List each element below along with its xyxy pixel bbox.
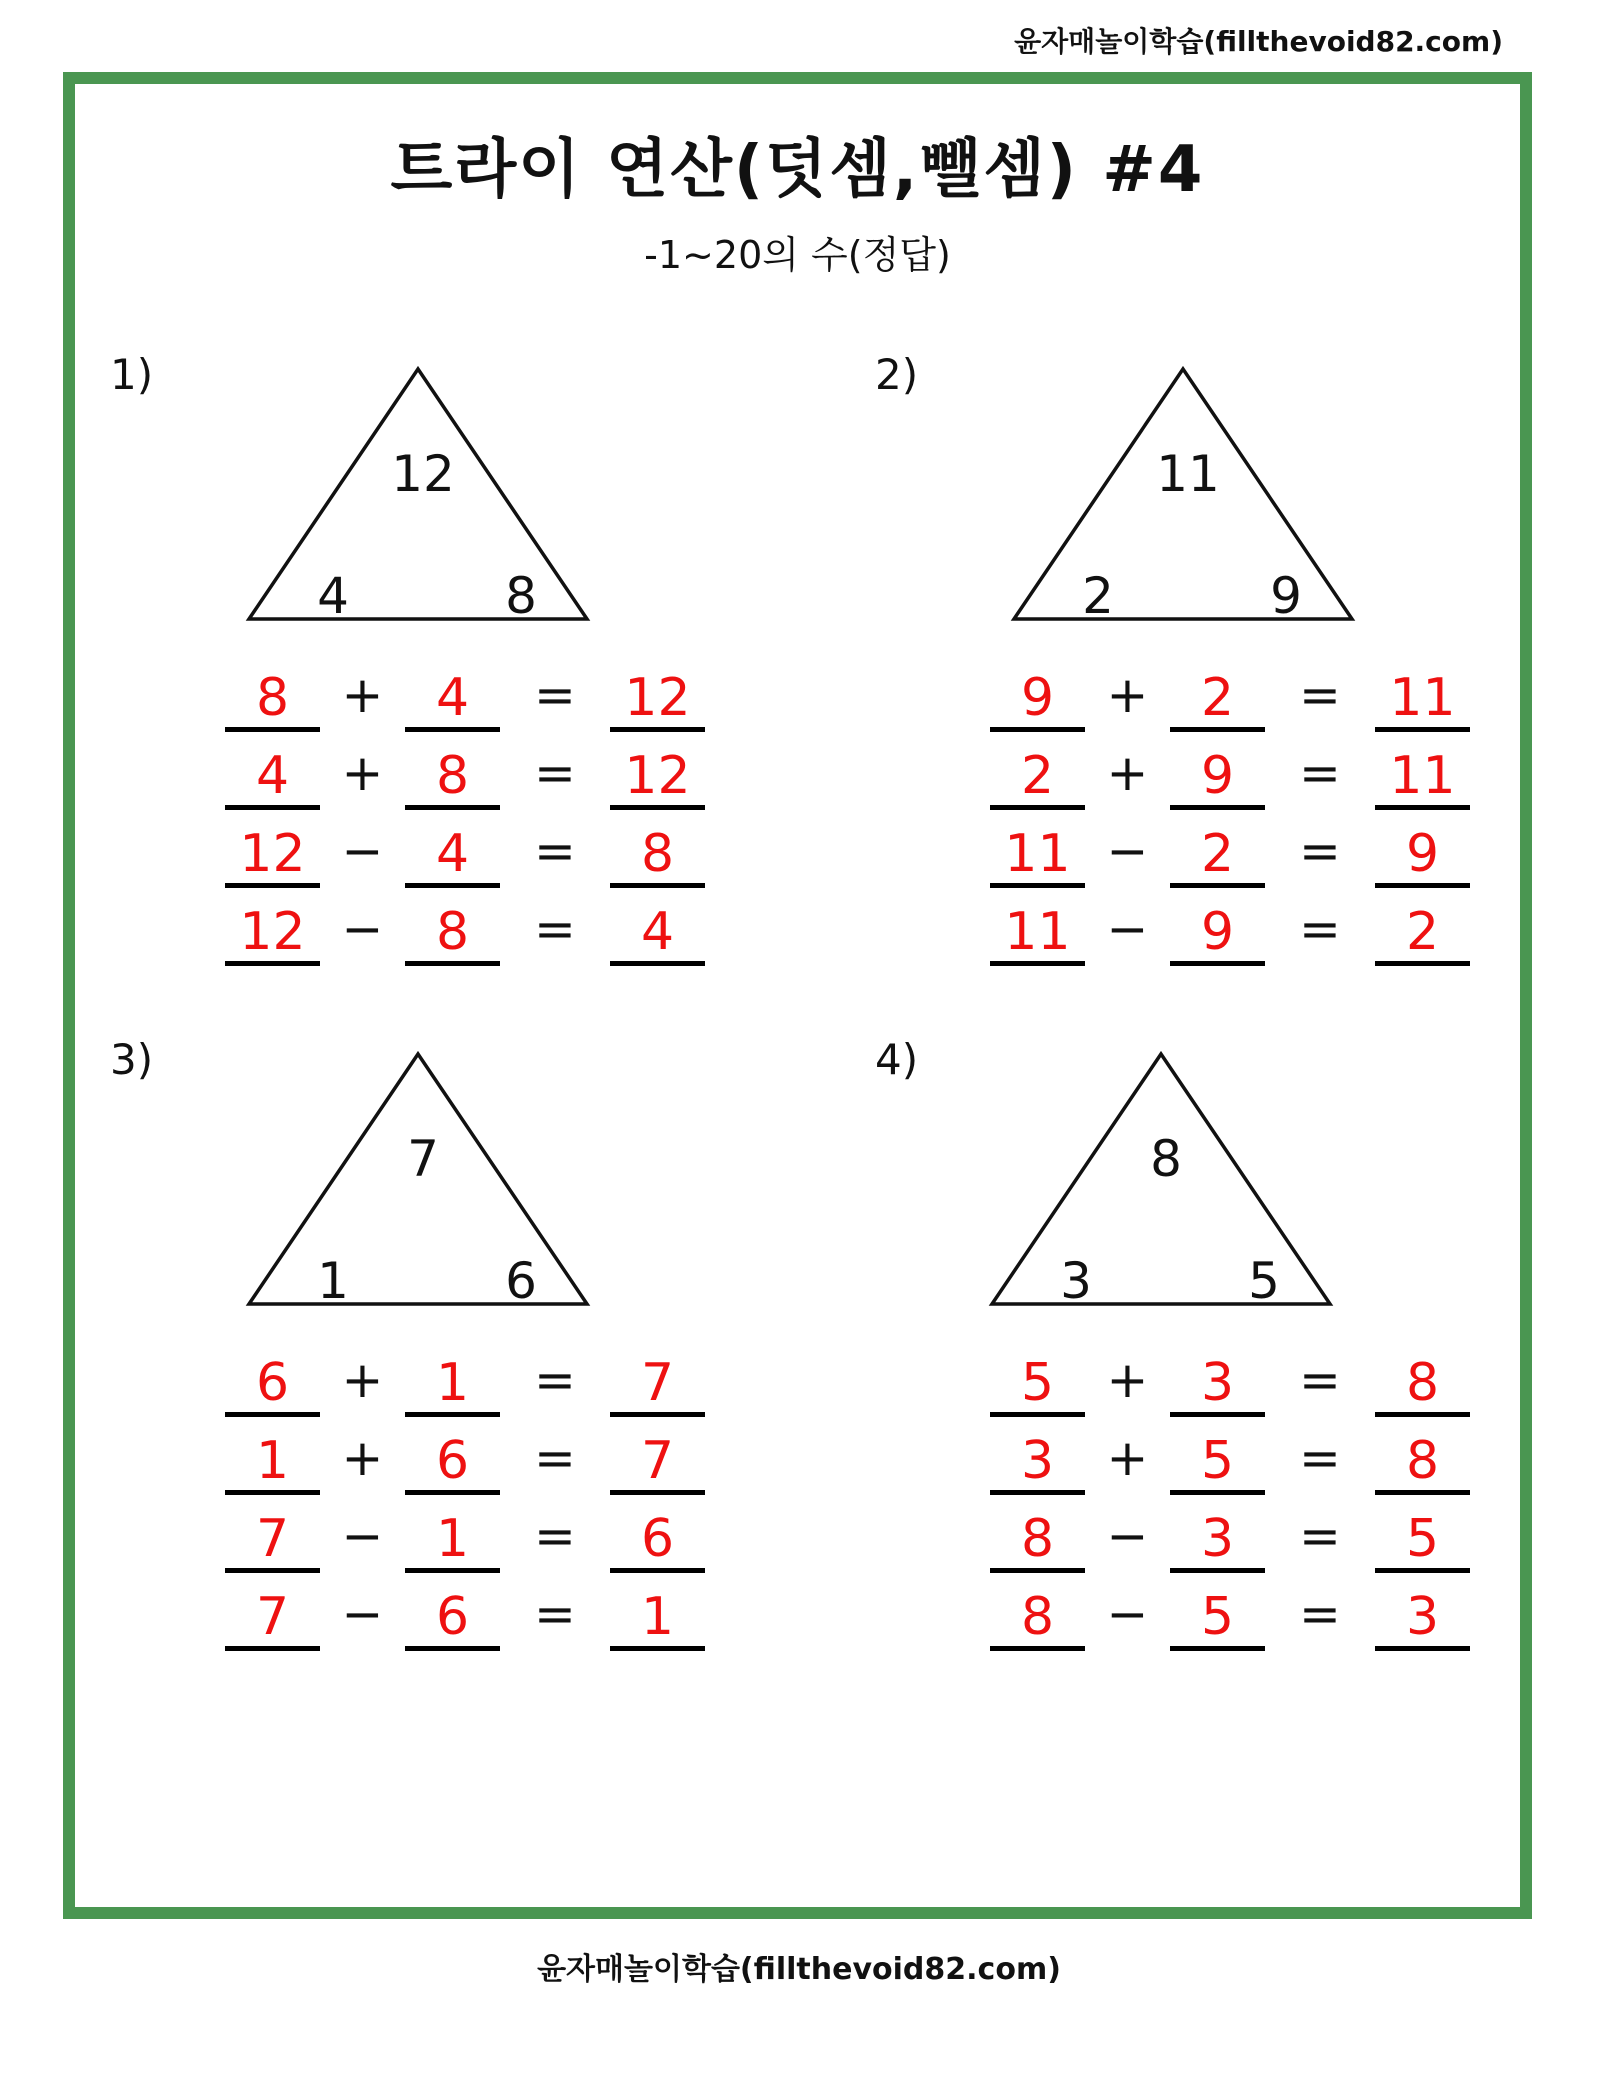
triangle-left-number: 1 <box>317 1252 349 1310</box>
answer-blank: 8 <box>225 670 320 732</box>
answer-blank: 11 <box>990 826 1085 888</box>
equals-sign: = <box>1299 1507 1341 1565</box>
answer-blank: 4 <box>405 826 500 888</box>
equation-row <box>225 1495 715 1573</box>
triangle-left-number: 2 <box>1082 567 1114 625</box>
equals-sign: = <box>534 666 576 724</box>
answer-blank: 12 <box>610 670 705 732</box>
problem-label: 3) <box>110 1035 154 1084</box>
answer-blank: 6 <box>405 1589 500 1651</box>
answer-blank: 9 <box>1170 904 1265 966</box>
answer-blank: 7 <box>225 1511 320 1573</box>
plus-operator: + <box>341 666 384 724</box>
answer-blank: 5 <box>1170 1433 1265 1495</box>
answer-blank: 3 <box>990 1433 1085 1495</box>
equals-sign: = <box>1299 900 1341 958</box>
answer-blank: 8 <box>990 1511 1085 1573</box>
problem-block-4 <box>830 1035 1530 1695</box>
minus-operator: − <box>1106 900 1149 958</box>
fact-triangle <box>986 1048 1336 1310</box>
equation-row <box>225 810 715 888</box>
equals-sign: = <box>1299 744 1341 802</box>
answer-blank: 6 <box>225 1355 320 1417</box>
answer-blank: 4 <box>610 904 705 966</box>
answer-blank: 3 <box>1170 1355 1265 1417</box>
fact-triangle <box>1008 363 1358 625</box>
page-subtitle: -1~20의 수(정답) <box>644 233 951 277</box>
answer-blank: 11 <box>1375 670 1470 732</box>
answer-blank: 4 <box>405 670 500 732</box>
equals-sign: = <box>534 1429 576 1487</box>
answer-blank: 1 <box>225 1433 320 1495</box>
triangle-right-number: 8 <box>505 567 537 625</box>
equals-sign: = <box>1299 1429 1341 1487</box>
answer-blank: 8 <box>990 1589 1085 1651</box>
answer-blank: 12 <box>610 748 705 810</box>
triangle-left-number: 4 <box>317 567 349 625</box>
answer-blank: 7 <box>225 1589 320 1651</box>
minus-operator: − <box>1106 822 1149 880</box>
equation-row <box>225 888 715 966</box>
fact-triangle <box>243 363 593 625</box>
minus-operator: − <box>341 1585 384 1643</box>
answer-blank: 6 <box>405 1433 500 1495</box>
triangle-right-number: 5 <box>1248 1252 1280 1310</box>
minus-operator: − <box>341 1507 384 1565</box>
plus-operator: + <box>1106 1351 1149 1409</box>
triangle-top-number: 12 <box>391 445 455 503</box>
equation-row <box>990 654 1480 732</box>
fact-triangle <box>243 1048 593 1310</box>
triangle-right-number: 9 <box>1270 567 1302 625</box>
answer-blank: 12 <box>225 904 320 966</box>
plus-operator: + <box>1106 1429 1149 1487</box>
equation-row <box>225 1573 715 1651</box>
answer-blank: 8 <box>1375 1355 1470 1417</box>
header-credit: 윤자매놀이학습(fillthevoid82.com) <box>1014 25 1503 58</box>
answer-blank: 5 <box>1375 1511 1470 1573</box>
plus-operator: + <box>341 1429 384 1487</box>
equation-list <box>225 654 715 966</box>
answer-blank: 2 <box>1170 826 1265 888</box>
equation-row <box>990 810 1480 888</box>
equals-sign: = <box>1299 666 1341 724</box>
equation-row <box>990 1573 1480 1651</box>
answer-blank: 2 <box>990 748 1085 810</box>
answer-blank: 2 <box>1375 904 1470 966</box>
answer-blank: 3 <box>1170 1511 1265 1573</box>
footer-credit: 윤자매놀이학습(fillthevoid82.com) <box>537 1952 1061 1987</box>
equation-row <box>990 1495 1480 1573</box>
answer-blank: 1 <box>610 1589 705 1651</box>
answer-blank: 1 <box>405 1511 500 1573</box>
equals-sign: = <box>534 1585 576 1643</box>
minus-operator: − <box>341 822 384 880</box>
equation-list <box>990 1339 1480 1651</box>
answer-blank: 5 <box>1170 1589 1265 1651</box>
equation-row <box>990 888 1480 966</box>
answer-blank: 3 <box>1375 1589 1470 1651</box>
answer-blank: 8 <box>405 748 500 810</box>
equals-sign: = <box>534 900 576 958</box>
answer-blank: 1 <box>405 1355 500 1417</box>
answer-blank: 5 <box>990 1355 1085 1417</box>
page-title: 트라이 연산(덧셈,뺄셈) #4 <box>390 133 1205 207</box>
triangle-top-number: 11 <box>1156 445 1220 503</box>
answer-blank: 8 <box>1375 1433 1470 1495</box>
answer-blank: 8 <box>610 826 705 888</box>
answer-blank: 11 <box>990 904 1085 966</box>
plus-operator: + <box>1106 666 1149 724</box>
answer-blank: 6 <box>610 1511 705 1573</box>
minus-operator: − <box>1106 1507 1149 1565</box>
problem-block-3 <box>65 1035 765 1695</box>
answer-blank: 4 <box>225 748 320 810</box>
problem-block-2 <box>830 350 1530 1010</box>
answer-blank: 9 <box>1375 826 1470 888</box>
triangle-top-number: 7 <box>407 1130 439 1188</box>
problem-block-1 <box>65 350 765 1010</box>
equals-sign: = <box>534 1507 576 1565</box>
equation-row <box>990 1417 1480 1495</box>
equals-sign: = <box>534 822 576 880</box>
answer-blank: 2 <box>1170 670 1265 732</box>
equation-row <box>225 1339 715 1417</box>
triangle-top-number: 8 <box>1150 1130 1182 1188</box>
minus-operator: − <box>1106 1585 1149 1643</box>
triangle-right-number: 6 <box>505 1252 537 1310</box>
triangle-left-number: 3 <box>1060 1252 1092 1310</box>
equals-sign: = <box>534 1351 576 1409</box>
answer-blank: 7 <box>610 1355 705 1417</box>
equals-sign: = <box>1299 822 1341 880</box>
equals-sign: = <box>1299 1351 1341 1409</box>
plus-operator: + <box>341 744 384 802</box>
answer-blank: 9 <box>1170 748 1265 810</box>
answer-blank: 11 <box>1375 748 1470 810</box>
equation-row <box>225 1417 715 1495</box>
problem-label: 4) <box>875 1035 919 1084</box>
equation-row <box>225 732 715 810</box>
equation-row <box>990 1339 1480 1417</box>
problem-label: 2) <box>875 350 919 399</box>
plus-operator: + <box>1106 744 1149 802</box>
minus-operator: − <box>341 900 384 958</box>
answer-blank: 9 <box>990 670 1085 732</box>
equation-list <box>990 654 1480 966</box>
plus-operator: + <box>341 1351 384 1409</box>
answer-blank: 8 <box>405 904 500 966</box>
answer-blank: 12 <box>225 826 320 888</box>
answer-blank: 7 <box>610 1433 705 1495</box>
equals-sign: = <box>1299 1585 1341 1643</box>
equation-list <box>225 1339 715 1651</box>
problem-label: 1) <box>110 350 154 399</box>
equation-row <box>225 654 715 732</box>
equation-row <box>990 732 1480 810</box>
equals-sign: = <box>534 744 576 802</box>
